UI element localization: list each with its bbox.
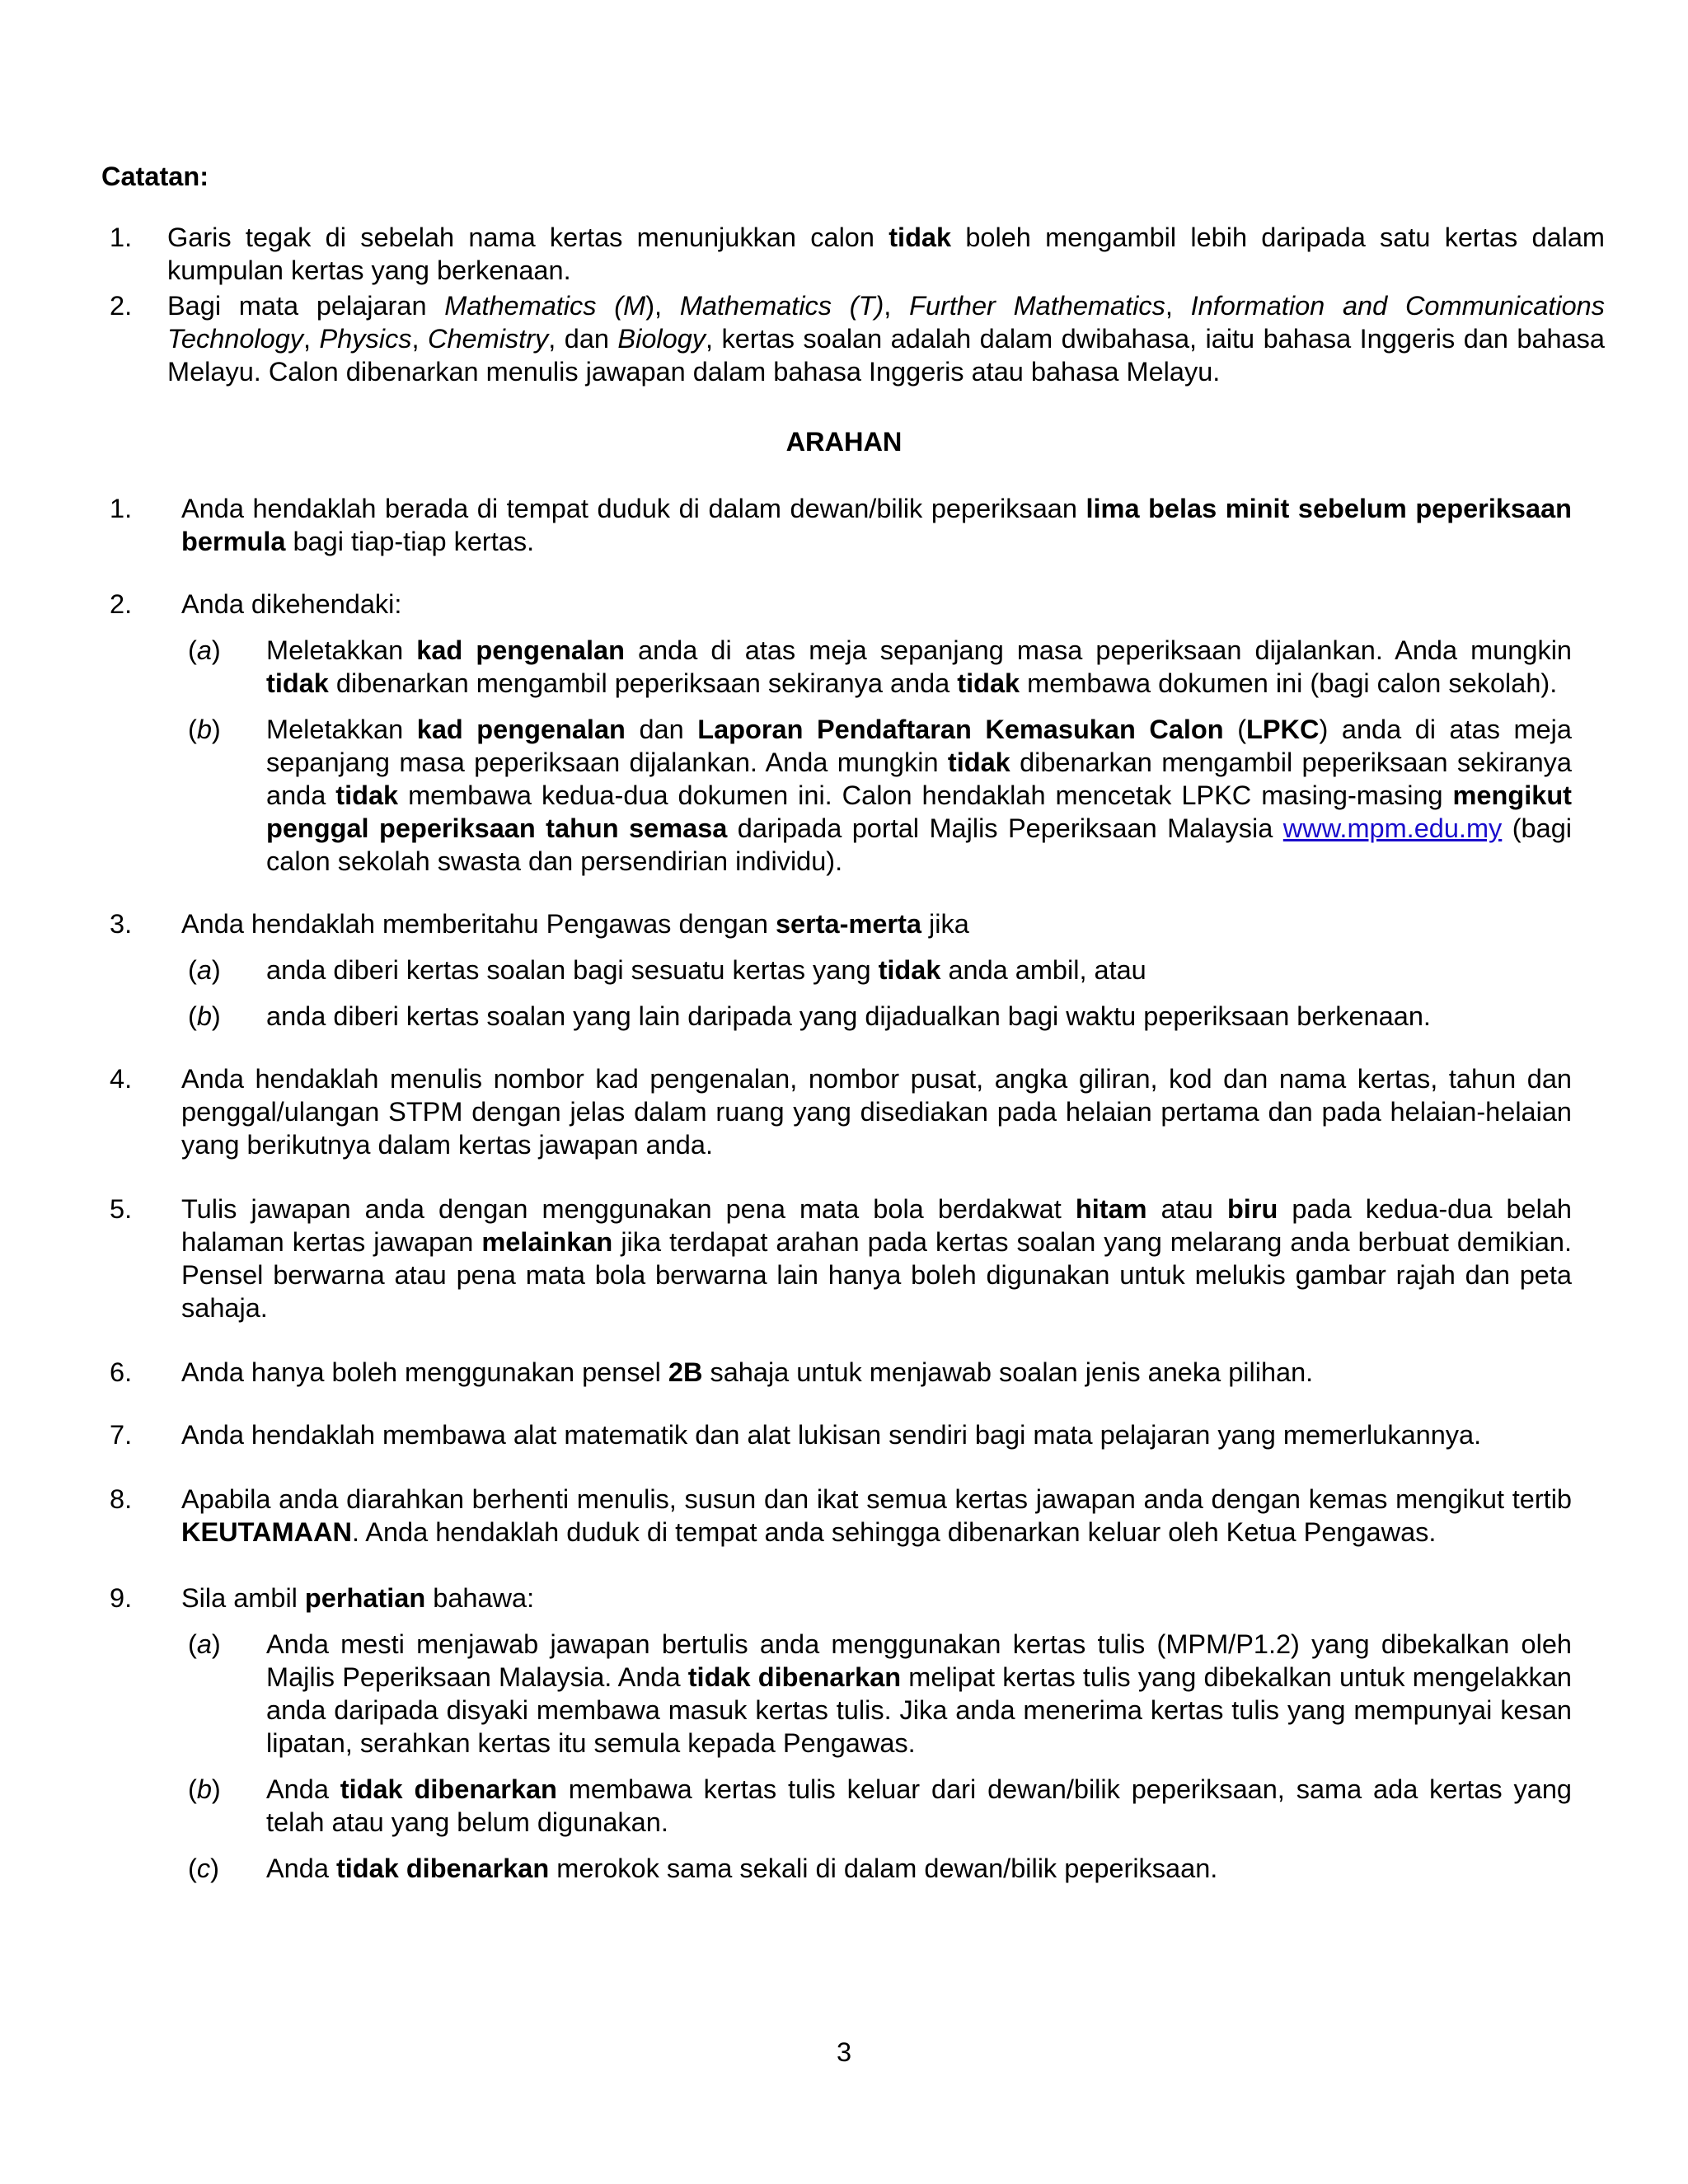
text-segment: merokok sama sekali di dalam dewan/bilik peperiksaan. — [549, 1854, 1218, 1883]
item-number: 2. — [110, 589, 133, 619]
item-number: 1. — [110, 494, 133, 523]
item-number: 4. — [110, 1064, 133, 1094]
sub-item-text — [266, 954, 1572, 987]
italic-text: Chemistry — [428, 324, 549, 354]
catatan-heading: Catatan: — [101, 162, 209, 191]
item-spacer — [101, 1324, 1572, 1356]
item-text — [181, 1193, 1572, 1324]
bold-text: KEUTAMAAN — [181, 1517, 353, 1547]
item-spacer — [101, 1451, 1572, 1483]
text-segment: , — [884, 291, 910, 321]
bold-text: tidak dibenarkan — [687, 1662, 902, 1692]
text-segment: boleh mengambil lebih daripada satu kertas dalam kumpulan kertas yang berkenaan. — [167, 223, 1606, 285]
arahan-list — [101, 492, 1572, 1885]
text-segment: membawa dokumen ini (bagi calon sekolah). — [1020, 668, 1558, 698]
text-segment: Anda hanya boleh menggunakan pensel — [181, 1357, 668, 1387]
sub-item-text — [266, 1773, 1572, 1839]
item-number: 8. — [110, 1484, 133, 1514]
sub-item — [181, 713, 1572, 878]
text-segment: dibenarkan mengambil peperiksaan sekiranya anda — [266, 748, 1572, 810]
text-segment: . Anda hendaklah duduk di tempat anda sehingga dibenarkan keluar oleh Ketua Pengawas. — [352, 1517, 1437, 1547]
bold-text: LPKC — [1246, 715, 1320, 744]
text-segment: pada kedua-dua belah halaman kertas jawapan — [181, 1194, 1572, 1257]
text-segment: dibenarkan mengambil peperiksaan sekiranya anda — [328, 668, 958, 698]
sub-item-label: (b) — [188, 1001, 221, 1031]
item-number: 3. — [110, 909, 133, 939]
italic-text: Mathematics (M — [444, 291, 646, 321]
italic-text: Physics — [319, 324, 412, 354]
item-spacer — [101, 1549, 1572, 1582]
text-segment: , — [303, 324, 320, 354]
text-segment: Anda — [266, 1854, 336, 1883]
text-segment: Anda hendaklah membawa alat matematik dan alat lukisan sendiri bagi mata pelajaran yang memerlukannya. — [181, 1420, 1482, 1450]
sub-item-letter: b — [196, 715, 212, 744]
instruction-item — [101, 1418, 1572, 1451]
sub-item-text — [266, 1628, 1572, 1760]
text-segment: anda diberi kertas soalan yang lain daripada yang dijadualkan bagi waktu peperiksaan berkenaan. — [266, 1001, 1431, 1031]
text-segment: Anda mesti menjawab jawapan bertulis anda menggunakan kertas tulis (MPM/P1.2) yang dibekalkan oleh Majlis Peperiksaan Malaysia. Anda — [266, 1629, 1572, 1692]
item-text — [181, 1483, 1572, 1549]
item-text — [181, 1418, 1572, 1451]
instruction-item — [101, 1193, 1572, 1324]
bold-text: melainkan — [481, 1227, 613, 1257]
text-segment: Anda dikehendaki: — [181, 589, 402, 619]
italic-text: Biology — [617, 324, 706, 354]
text-segment: Meletakkan — [266, 635, 417, 665]
text-segment: Bagi mata pelajaran — [167, 291, 445, 321]
item-text — [181, 492, 1572, 558]
item-spacer — [101, 1161, 1572, 1193]
catatan-list — [101, 221, 1605, 391]
sub-item-label: (a) — [188, 955, 221, 985]
bold-text: lima belas minit sebelum peperiksaan bermula — [181, 494, 1572, 556]
bold-text: serta-merta — [775, 909, 921, 939]
italic-text: Further Mathematics — [909, 291, 1165, 321]
sub-item — [181, 954, 1572, 987]
instruction-item — [101, 1356, 1572, 1389]
sub-item — [181, 1773, 1572, 1839]
text-segment: dan — [625, 715, 698, 744]
instruction-item — [101, 907, 1572, 1033]
instruction-item — [101, 588, 1572, 878]
item-spacer — [101, 878, 1572, 907]
sub-item-text — [266, 634, 1572, 700]
item-spacer — [101, 1033, 1572, 1062]
item-text — [181, 1356, 1572, 1389]
text-segment: daripada portal Majlis Peperiksaan Malaysia — [727, 813, 1283, 843]
bold-text: perhatian — [304, 1583, 426, 1613]
item-text — [167, 289, 1605, 388]
bold-text: tidak — [889, 223, 952, 252]
sub-item-letter: b — [196, 1774, 212, 1804]
item-text — [181, 1582, 1572, 1615]
item-text — [181, 1062, 1572, 1161]
sub-item-letter: c — [196, 1854, 211, 1883]
text-segment: ), — [645, 291, 680, 321]
text-segment: bagi tiap-tiap kertas. — [285, 527, 535, 556]
sub-item-text — [266, 1000, 1572, 1033]
text-segment: , — [1165, 291, 1191, 321]
item-text — [181, 907, 1572, 940]
text-segment: , kertas soalan adalah dalam dwibahasa, iaitu bahasa Inggeris dan bahasa Melayu. Calon dibenarkan menulis jawapan dalam bahasa Inggeris atau bahasa Melayu. — [167, 324, 1605, 387]
bold-text: 2B — [668, 1357, 703, 1387]
bold-text: kad pengenalan — [416, 635, 625, 665]
item-number: 7. — [110, 1420, 133, 1450]
text-segment: jika — [921, 909, 969, 939]
text-segment: ( — [1223, 715, 1247, 744]
text-segment: Apabila anda diarahkan berhenti menulis, susun dan ikat semua kertas jawapan anda dengan kemas mengikut tertib — [181, 1484, 1572, 1514]
text-segment: atau — [1146, 1194, 1227, 1224]
italic-text: Mathematics (T) — [679, 291, 884, 321]
text-segment: membawa kedua-dua dokumen ini. Calon hendaklah mencetak LPKC masing-masing — [398, 780, 1453, 810]
bold-text: tidak — [335, 780, 399, 810]
sub-item-label: (b) — [188, 715, 221, 744]
sub-item-letter: a — [196, 635, 212, 665]
text-segment: Garis tegak di sebelah nama kertas menunjukkan calon — [167, 223, 889, 252]
bold-text: tidak dibenarkan — [340, 1774, 557, 1804]
text-segment: Tulis jawapan anda dengan menggunakan pena mata bola berdakwat — [181, 1194, 1076, 1224]
text-segment: Anda — [266, 1774, 340, 1804]
item-text — [167, 221, 1605, 287]
sub-item-letter: a — [196, 1629, 212, 1659]
item-number: 2. — [110, 291, 133, 321]
bold-text: hitam — [1075, 1194, 1147, 1224]
catatan-item — [101, 221, 1605, 287]
text-segment: Anda hendaklah memberitahu Pengawas dengan — [181, 909, 776, 939]
sub-item-text — [266, 713, 1572, 878]
text-segment: melipat kertas tulis yang dibekalkan untuk mengelakkan anda daripada disyaki membawa masuk kertas tulis. Jika anda menerima kertas tulis yang mempunyai kesan lipatan, serahkan kertas itu semula kepada Pengawas. — [266, 1662, 1572, 1758]
link-text[interactable]: www.mpm.edu.my — [1282, 813, 1503, 843]
sub-item-text — [266, 1852, 1572, 1885]
text-segment: ) anda di atas meja sepanjang masa peperiksaan dijalankan. Anda mungkin — [266, 715, 1572, 777]
text-segment: Sila ambil — [181, 1583, 305, 1613]
text-segment: anda di atas meja sepanjang masa peperiksaan dijalankan. Anda mungkin — [624, 635, 1572, 665]
bold-text: tidak — [878, 955, 941, 985]
sub-item-label: (c) — [188, 1854, 219, 1883]
bold-text: kad pengenalan — [416, 715, 626, 744]
bold-text: tidak — [957, 668, 1020, 698]
sub-item — [181, 634, 1572, 700]
bold-text: tidak dibenarkan — [335, 1854, 550, 1883]
italic-text: Information and Communications Technology — [167, 291, 1606, 354]
text-segment: , — [411, 324, 428, 354]
bold-text: tidak — [266, 668, 329, 698]
sub-item — [181, 1000, 1572, 1033]
instruction-item — [101, 1483, 1572, 1549]
sub-item-label: (b) — [188, 1774, 221, 1804]
sub-item — [181, 1628, 1572, 1760]
bold-text: mengikut penggal peperiksaan tahun semasa — [266, 780, 1572, 843]
text-segment: , dan — [548, 324, 618, 354]
item-text — [181, 588, 1572, 621]
text-segment: sahaja untuk menjawab soalan jenis aneka pilihan. — [702, 1357, 1314, 1387]
text-segment: jika terdapat arahan pada kertas soalan yang melarang anda berbuat demikian. Pensel berwarna atau pena mata bola berwarna lain hanya boleh digunakan untuk melukis gambar rajah dan peta sahaja. — [181, 1227, 1572, 1323]
text-segment: Anda hendaklah berada di tempat duduk di dalam dewan/bilik peperiksaan — [181, 494, 1086, 523]
sub-item — [181, 1852, 1572, 1885]
catatan-item — [101, 289, 1605, 388]
arahan-heading: ARAHAN — [785, 427, 903, 457]
instruction-item — [101, 492, 1572, 558]
item-spacer — [101, 558, 1572, 588]
bold-text: biru — [1226, 1194, 1278, 1224]
text-segment: (bagi calon sekolah swasta dan persendirian individu). — [266, 813, 1572, 876]
bold-text: tidak — [947, 748, 1010, 777]
text-segment: membawa kertas tulis keluar dari dewan/bilik peperiksaan, sama ada kertas yang telah atau yang belum digunakan. — [266, 1774, 1572, 1837]
item-spacer — [101, 1389, 1572, 1418]
text-segment: anda diberi kertas soalan bagi sesuatu kertas yang — [266, 955, 879, 985]
item-number: 5. — [110, 1194, 133, 1224]
bold-text: Laporan Pendaftaran Kemasukan Calon — [697, 715, 1224, 744]
text-segment: Meletakkan — [266, 715, 417, 744]
sub-item-label: (a) — [188, 1629, 221, 1659]
instruction-item — [101, 1062, 1572, 1161]
text-segment: anda ambil, atau — [940, 955, 1146, 985]
item-number: 9. — [110, 1583, 133, 1613]
sub-item-letter: a — [196, 955, 212, 985]
sub-item-label: (a) — [188, 635, 221, 665]
item-number: 1. — [110, 223, 133, 252]
sub-item-letter: b — [196, 1001, 212, 1031]
text-segment: bahawa: — [425, 1583, 535, 1613]
text-segment: Anda hendaklah menulis nombor kad pengenalan, nombor pusat, angka giliran, kod dan nama kertas, tahun dan penggal/ulangan STPM dengan jelas dalam ruang yang disediakan pada helaian pertama dan pada helaian-helaian yang berikutnya dalam kertas jawapan anda. — [181, 1064, 1572, 1160]
page-number: 3 — [836, 2037, 852, 2067]
item-number: 6. — [110, 1357, 133, 1387]
instruction-item — [101, 1582, 1572, 1885]
